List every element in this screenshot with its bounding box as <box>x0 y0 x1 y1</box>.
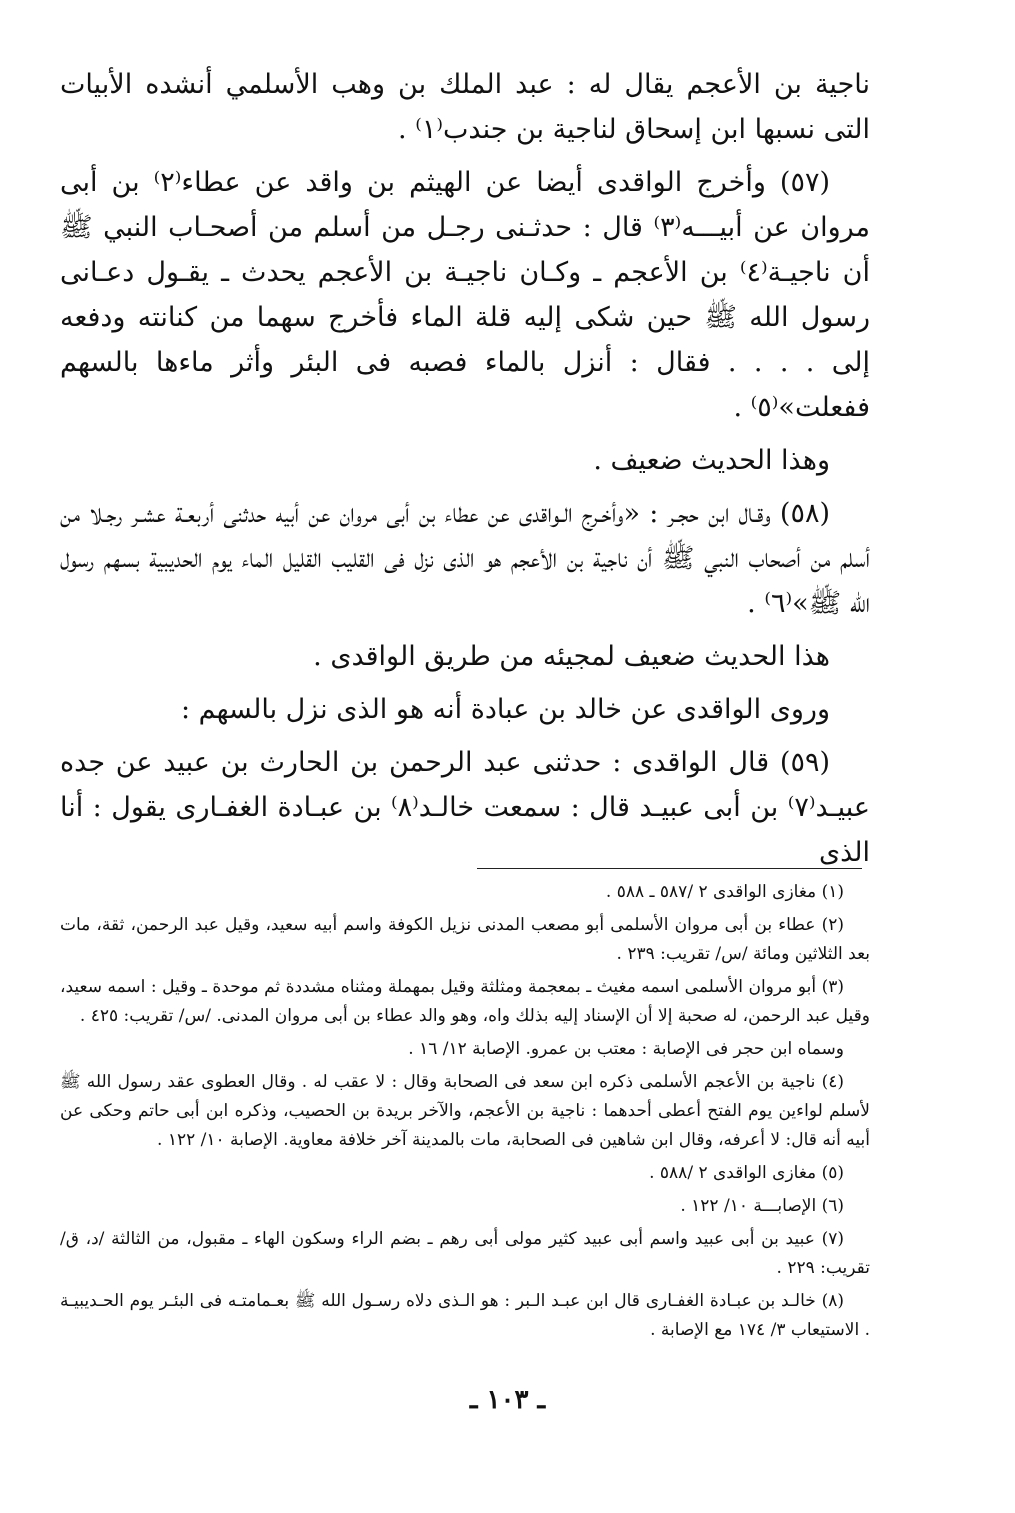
paragraph-hadith-57: (٥٧) وأخرج الواقدى أيضا عن الهيثم بن واقد عن عطاء⁽٢⁾ بن أبى مروان عن أبيـــه⁽٣⁾ قال : حدثـنى رجـل من أسلم من أصحـاب النبي ﷺ أن ناجيـة⁽٤⁾ بن الأعجم ـ وكـان ناجيـة بن الأعجم يحدث ـ يقـول دعـانى رسول الله ﷺ حين شكى إليه قلة الماء فأخرج سهما من كنانته ودفعه إلى . . . . فقال : أنزل بالماء فصبه فى البئر وأثر ماءها بالسهم ففعلت»⁽٥⁾ . <box>60 167 870 423</box>
footnotes <box>60 878 870 1349</box>
footnote-3: (٣) أبو مروان الأسلمى اسمه مغيث ـ بمعجمة ومثلثة وقيل بمهملة ومثناه مشددة ثم موحدة ـ وقيل : اسمه سعيد، وقيل عبد الرحمن، له صحبة إلا أن الإسناد إليه بذلك واه، وهو والد عطاء بن أبى مروان المدنى. /س/ تقريب: ٤٢٥ . <box>60 977 870 1026</box>
footnote-4: (٤) ناجية بن الأعجم الأسلمى ذكره ابن سعد فى الصحابة وقال : لا عقب له . وقال العطوى عقد رسول الله ﷺ لأسلم لواءين يوم الفتح أعطى أحدهما : ناجية بن الأعجم، والآخر بريدة بن الحصيب، وذكره ابن أبى حاتم وحكى عن أبيه أنه قال: لا أعرفه، وقال ابن شاهين فى الصحابة، مات بالمدينة آخر خلافة معاوية. الإصابة ١٠/ ١٢٢ . <box>60 1072 870 1150</box>
paragraph-intro-59: وروى الواقدى عن خالد بن عبادة أنه هو الذى نزل بالسهم : <box>180 694 830 725</box>
footnote-divider <box>477 868 862 869</box>
main-text <box>60 62 870 883</box>
footnote-8: (٨) خالـد بن عبـادة الغفـارى قال ابن عبـد الـبر : هو الـذى دلاه رسـول الله ﷺ بعـمامتـه فى البئـر يوم الحـديبيـة . الاستيعاب ٣/ ١٧٤ مع الإصابة . <box>60 1291 870 1340</box>
paragraph-grade-58: هذا الحديث ضعيف لمجيئه من طريق الواقدى . <box>313 641 830 672</box>
footnote-5: (٥) مغازى الواقدى ٢ /٥٨٨ . <box>649 1163 844 1183</box>
footnote-7: (٧) عبيد بن أبى عبيد واسم أبى عبيد كثير مولى أبى رهم ـ بضم الراء وسكون الهاء ـ مقبول، من الثالثة /د، ق/ تقريب: ٢٢٩ . <box>60 1229 870 1278</box>
paragraph-grade-57: وهذا الحديث ضعيف . <box>593 445 830 476</box>
paragraph-hadith-58: (٥٨) وقـال ابن حجـر : «وأخـرج الـواقدى عن عطاء بن أبى مروان عن أبيه حدثنى أربعـة عشـر رجـلا من أسلم من أصحاب النبي ﷺ أن ناجية بن الأعجم هو الذى نزل فى القليب القليل الماء يوم الحديبية بسهم رسول الله ﷺ»⁽٦⁾ . <box>60 498 870 619</box>
footnote-2: (٢) عطاء بن أبى مروان الأسلمى أبو مصعب المدنى نزيل الكوفة واسم أبيه سعيد، وقيل عبد الرحمن، ثقة، مات بعد الثلاثين ومائة /س/ تقريب: ٢٣٩ . <box>60 915 870 964</box>
paragraph-hadith-59: (٥٩) قال الواقدى : حدثنى عبد الرحمن بن الحارث بن عبيد عن جده عبيـد⁽٧⁾ بن أبى عبيـد قال : سمعت خالـد⁽٨⁾ بن عبـادة الغفـارى يقول : أنا الذى <box>60 747 870 868</box>
page-number: ـ ١٠٣ ـ <box>469 1385 546 1415</box>
paragraph-1: ناجية بن الأعجم يقال له : عبد الملك بن وهب الأسلمي أنشده الأبيات التى نسبها ابن إسحاق لناجية بن جندب⁽١⁾ . <box>60 69 870 145</box>
footnote-3-continuation: وسماه ابن حجر فى الإصابة : معتب بن عمرو. الإصابة ١٢/ ١٦ . <box>408 1039 844 1059</box>
footnote-6: (٦) الإصابـــة ١٠/ ١٢٢ . <box>680 1196 844 1216</box>
footnote-1: (١) مغازى الواقدى ٢ /٥٨٧ ـ ٥٨٨ . <box>605 882 844 902</box>
